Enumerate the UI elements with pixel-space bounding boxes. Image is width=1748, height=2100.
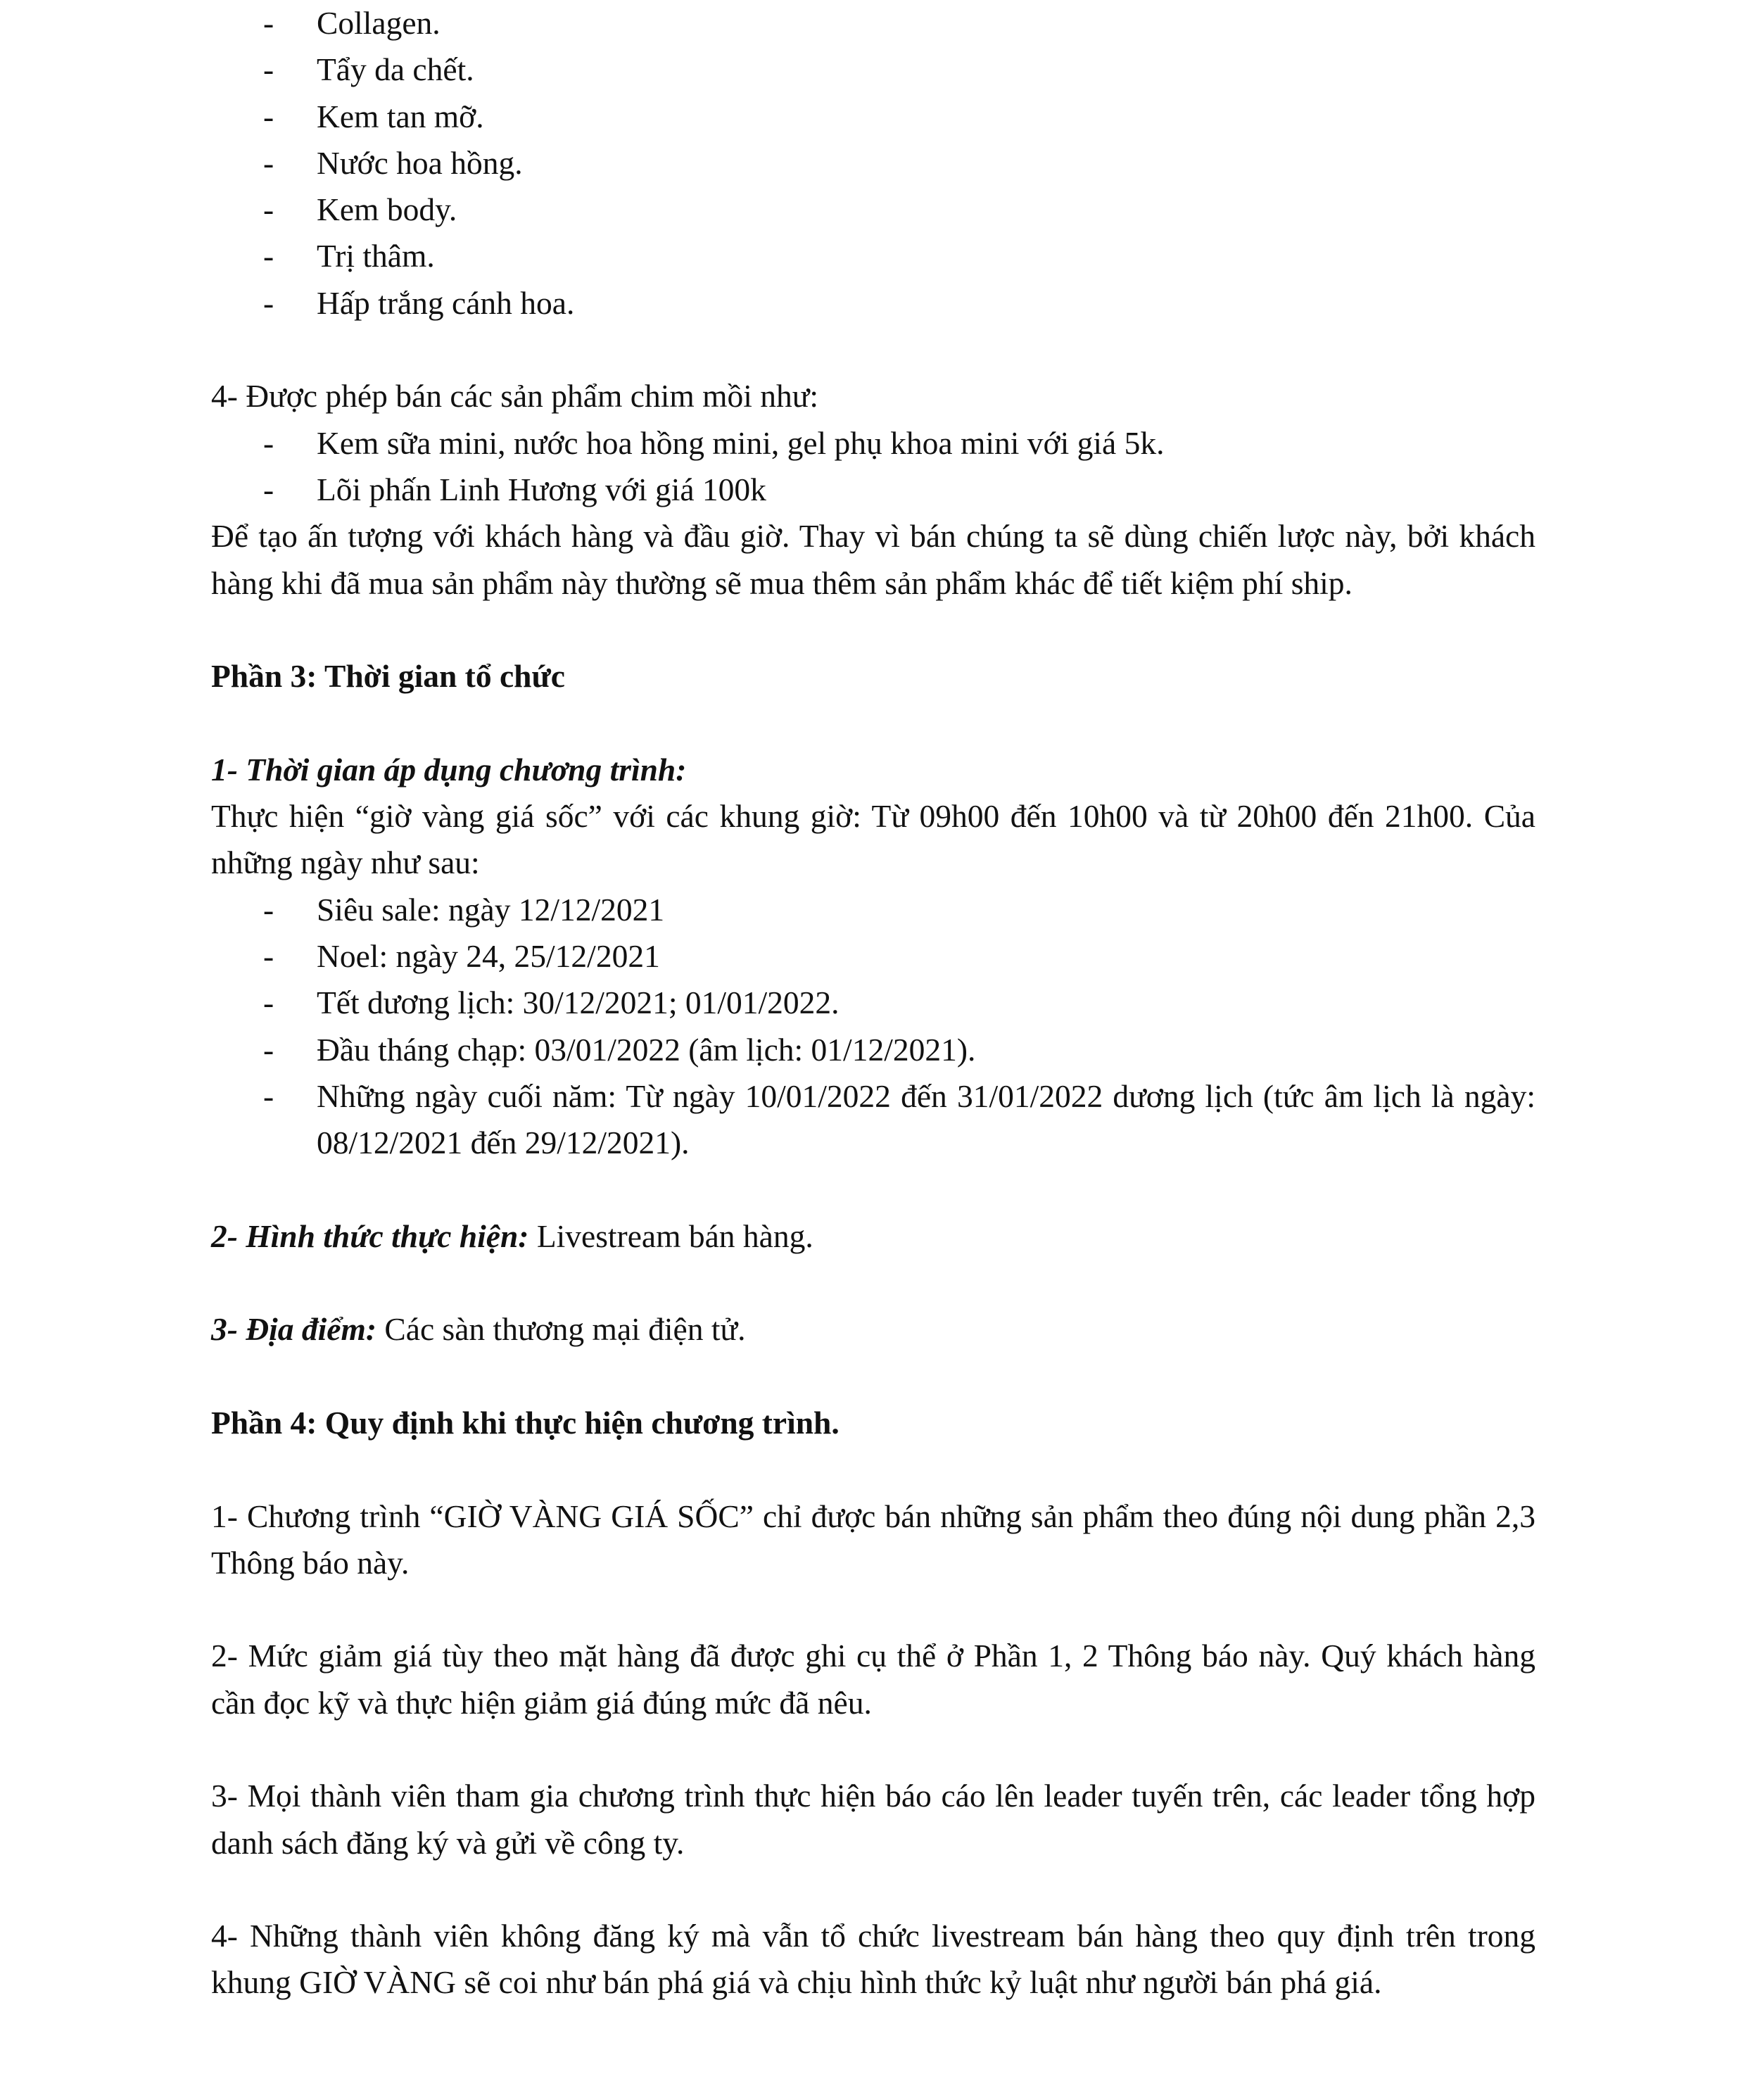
list-item: - Kem body.: [263, 191, 457, 228]
product-list: [211, 0, 1535, 327]
list-item: - Tẩy da chết.: [263, 51, 474, 88]
part4-rule: 3- Mọi thành viên tham gia chương trình thực hiện báo cáo lên leader tuyến trên, các leader tổng hợp danh sách đăng ký và gửi về công ty.: [211, 1778, 1535, 1861]
list-item: - Kem sữa mini, nước hoa hồng mini, gel phụ khoa mini với giá 5k.: [263, 424, 1165, 461]
part4-title: Phần 4: Quy định khi thực hiện chương trình.: [211, 1404, 840, 1441]
list-item: - Lõi phấn Linh Hương với giá 100k: [263, 471, 766, 507]
document-page: [211, 0, 1535, 2006]
list-item: - Nước hoa hồng.: [263, 144, 523, 181]
list-item: - Noel: ngày 24, 25/12/2021: [263, 937, 660, 974]
part4-rule: 1- Chương trình “GIỜ VÀNG GIÁ SỐC” chỉ được bán những sản phẩm theo đúng nội dung phần 2,3 Thông báo này.: [211, 1498, 1535, 1581]
part3-title: Phần 3: Thời gian tổ chức: [211, 658, 565, 695]
list-item: - Trị thâm.: [263, 238, 435, 274]
part3-s2: 2- Hình thức thực hiện: Livestream bán hàng.: [211, 1217, 813, 1254]
list-item: - Collagen.: [263, 5, 441, 41]
list-item: - Hấp trắng cánh hoa.: [263, 284, 575, 321]
list-item: - Kem tan mỡ.: [263, 98, 484, 134]
list-item: - Những ngày cuối năm: Từ ngày 10/01/2022 đến 31/01/2022 dương lịch (tức âm lịch là ngày: 08/12/2021 đến 29/12/2021).: [263, 1077, 1535, 1161]
part3-s1-text: Thực hiện “giờ vàng giá sốc” với các khung giờ: Từ 09h00 đến 10h00 và từ 20h00 đến 21h00. Của những ngày như sau:: [211, 798, 1535, 881]
part4-rule: 4- Những thành viên không đăng ký mà vẫn tổ chức livestream bán hàng theo quy định trên trong khung GIỜ VÀNG sẽ coi như bán phá giá và chịu hình thức kỷ luật như người bán phá giá.: [211, 1918, 1535, 2001]
list-item: - Tết dương lịch: 30/12/2021; 01/01/2022.: [263, 985, 840, 1021]
part4-rule: 2- Mức giảm giá tùy theo mặt hàng đã được ghi cụ thể ở Phần 1, 2 Thông báo này. Quý khách hàng cần đọc kỹ và thực hiện giảm giá đúng mức đã nêu.: [211, 1638, 1535, 1721]
item4-note: Để tạo ấn tượng với khách hàng và đầu giờ. Thay vì bán chúng ta sẽ dùng chiến lược này, bởi khách hàng khi đã mua sản phẩm này thường sẽ mua thêm sản phẩm khác để tiết kiệm phí ship.: [211, 518, 1535, 601]
part3-s3: 3- Địa điểm: Các sàn thương mại điện tử.: [211, 1311, 746, 1348]
list-item: - Siêu sale: ngày 12/12/2021: [263, 891, 665, 928]
list-item: - Đầu tháng chạp: 03/01/2022 (âm lịch: 01/12/2021).: [263, 1031, 976, 1068]
part3-s1-title: 1- Thời gian áp dụng chương trình:: [211, 751, 687, 788]
item4-heading: 4- Được phép bán các sản phẩm chim mồi như:: [211, 378, 819, 415]
